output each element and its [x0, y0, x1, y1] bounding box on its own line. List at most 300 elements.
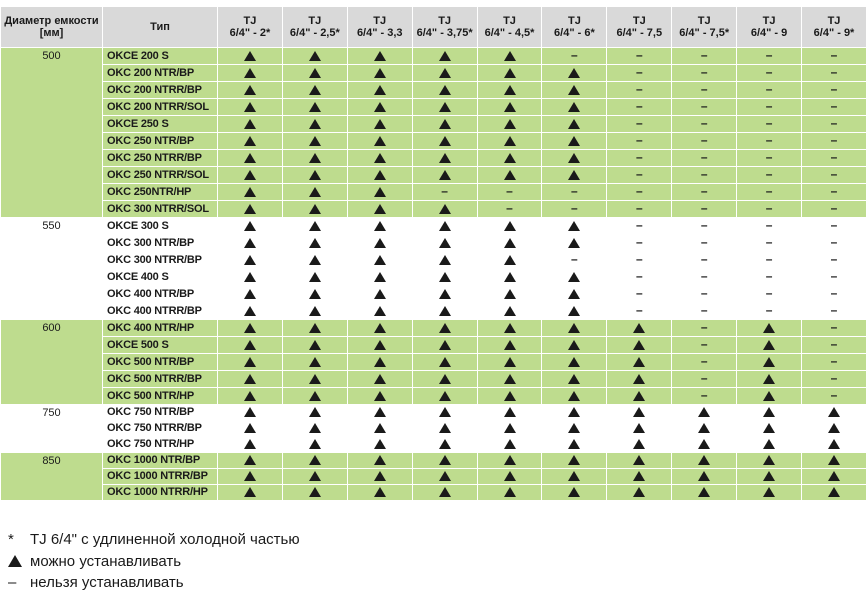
compat-cell — [218, 184, 283, 201]
type-cell: OKC 300 NTRR/SOL — [103, 201, 218, 218]
compat-cell — [737, 286, 802, 303]
triangle-icon — [374, 170, 386, 180]
triangle-icon — [763, 323, 775, 333]
compat-cell — [347, 469, 412, 485]
compat-cell — [347, 116, 412, 133]
dash-icon: – — [765, 82, 773, 96]
dash-icon: – — [571, 48, 578, 62]
compat-cell — [802, 48, 867, 65]
compat-cell — [737, 116, 802, 133]
compat-cell — [607, 218, 672, 235]
diameter-cell: 500 — [1, 48, 103, 218]
compat-cell — [802, 252, 867, 269]
triangle-icon — [633, 374, 645, 384]
compat-cell — [542, 286, 607, 303]
compat-cell — [802, 320, 867, 337]
compat-cell — [218, 405, 283, 421]
dash-icon: – — [635, 269, 643, 283]
triangle-icon — [504, 391, 516, 401]
dash-icon: – — [830, 303, 838, 317]
compat-cell — [282, 218, 347, 235]
triangle-icon — [374, 439, 386, 449]
triangle-icon — [828, 455, 840, 465]
compat-cell — [477, 65, 542, 82]
compat-cell — [802, 269, 867, 286]
compat-cell — [282, 437, 347, 453]
compat-cell — [737, 320, 802, 337]
compat-cell — [672, 218, 737, 235]
dash-icon: – — [700, 184, 708, 198]
triangle-icon — [439, 289, 451, 299]
legend-item-allowed — [8, 552, 181, 572]
triangle-icon — [439, 487, 451, 497]
table-row — [1, 218, 867, 235]
compat-cell — [347, 252, 412, 269]
type-cell: OKCE 200 S — [103, 48, 218, 65]
triangle-icon — [374, 323, 386, 333]
type-cell: OKC 200 NTR/BP — [103, 65, 218, 82]
dash-icon: – — [765, 286, 773, 300]
compat-cell — [607, 469, 672, 485]
dash-icon: – — [700, 82, 708, 96]
triangle-icon — [504, 439, 516, 449]
compat-cell — [607, 286, 672, 303]
triangle-icon — [439, 439, 451, 449]
header-col-label-line1: TJ — [503, 15, 516, 27]
header-col-label-line1: TJ — [438, 15, 452, 27]
dash-icon: – — [765, 150, 773, 164]
dash-icon: – — [765, 303, 773, 317]
header-col-label-line2: 6/4" - 4,5* — [484, 27, 535, 39]
compat-cell — [542, 469, 607, 485]
triangle-icon — [309, 238, 321, 248]
compat-cell — [542, 167, 607, 184]
compat-cell — [607, 303, 672, 320]
header-col-label-line1: TJ — [827, 15, 841, 27]
compat-cell — [607, 184, 672, 201]
triangle-icon — [309, 272, 321, 282]
compat-cell — [607, 252, 672, 269]
compat-cell — [282, 48, 347, 65]
compat-cell — [412, 235, 477, 252]
dash-icon: – — [700, 354, 708, 368]
compat-cell — [412, 116, 477, 133]
triangle-icon — [633, 407, 645, 417]
table-row — [1, 303, 867, 320]
triangle-icon — [763, 357, 775, 367]
compat-cell — [347, 453, 412, 469]
compat-cell — [607, 167, 672, 184]
compat-cell — [737, 388, 802, 405]
compat-cell — [347, 337, 412, 354]
compat-cell — [218, 485, 283, 501]
triangle-icon — [568, 439, 580, 449]
triangle-icon — [763, 439, 775, 449]
table-row — [1, 437, 867, 453]
dash-icon: – — [635, 252, 643, 266]
header-type: Тип — [103, 7, 218, 48]
dash-icon: – — [765, 201, 773, 215]
triangle-icon — [374, 357, 386, 367]
compat-cell — [737, 133, 802, 150]
compatibility-table — [0, 6, 867, 501]
table-row — [1, 48, 867, 65]
dash-icon: – — [830, 116, 838, 130]
dash-icon: – — [765, 218, 773, 232]
table-row — [1, 453, 867, 469]
dash-icon: – — [830, 201, 838, 215]
compat-cell — [477, 82, 542, 99]
compat-cell — [347, 218, 412, 235]
dash-icon: – — [830, 286, 838, 300]
type-cell: OKC 1000 NTRR/HP — [103, 485, 218, 501]
compat-cell — [218, 65, 283, 82]
compat-cell — [282, 354, 347, 371]
triangle-icon — [309, 85, 321, 95]
triangle-icon — [698, 455, 710, 465]
triangle-icon — [309, 289, 321, 299]
type-cell: OKC 400 NTRR/BP — [103, 303, 218, 320]
triangle-icon — [504, 323, 516, 333]
header-col-label-line2: 6/4" - 3,75* — [416, 27, 473, 39]
dash-icon: – — [830, 269, 838, 283]
compat-cell — [737, 337, 802, 354]
type-cell: OKC 500 NTR/HP — [103, 388, 218, 405]
compat-cell — [672, 303, 737, 320]
compat-cell — [347, 286, 412, 303]
compat-cell — [282, 269, 347, 286]
compat-cell — [347, 354, 412, 371]
compat-cell — [672, 48, 737, 65]
compat-cell — [542, 235, 607, 252]
compat-cell — [542, 150, 607, 167]
header-col-5 — [477, 7, 542, 48]
compat-cell — [607, 133, 672, 150]
triangle-icon — [504, 357, 516, 367]
compat-cell — [802, 337, 867, 354]
triangle-icon — [568, 170, 580, 180]
type-cell: OKCE 500 S — [103, 337, 218, 354]
dash-icon: – — [571, 252, 578, 266]
compat-cell — [737, 235, 802, 252]
dash-icon: – — [700, 371, 708, 385]
compat-cell — [542, 82, 607, 99]
table-row — [1, 469, 867, 485]
dash-icon: – — [830, 167, 838, 181]
compat-cell — [607, 320, 672, 337]
compat-cell — [412, 269, 477, 286]
triangle-icon — [244, 153, 256, 163]
triangle-icon — [828, 423, 840, 433]
table-row — [1, 201, 867, 218]
compat-cell — [282, 453, 347, 469]
compat-cell — [542, 218, 607, 235]
compat-cell — [672, 99, 737, 116]
triangle-icon — [633, 391, 645, 401]
dash-icon: – — [765, 252, 773, 266]
type-cell: OKC 750 NTR/HP — [103, 437, 218, 453]
legend-text-allowed: можно устанавливать — [30, 553, 182, 570]
header-row — [1, 7, 867, 48]
compat-cell — [802, 116, 867, 133]
triangle-icon — [504, 374, 516, 384]
compat-cell — [477, 99, 542, 116]
type-cell: OKC 250 NTRR/BP — [103, 150, 218, 167]
triangle-icon — [439, 170, 451, 180]
triangle-icon — [309, 221, 321, 231]
table-row — [1, 184, 867, 201]
compat-cell — [347, 303, 412, 320]
triangle-icon — [568, 119, 580, 129]
triangle-icon — [568, 102, 580, 112]
compat-cell — [607, 235, 672, 252]
compat-cell — [282, 320, 347, 337]
dash-icon: – — [635, 116, 643, 130]
compat-cell — [282, 65, 347, 82]
compat-cell — [218, 437, 283, 453]
compat-cell — [672, 252, 737, 269]
header-col-label-line1: TJ — [308, 15, 322, 27]
compat-cell — [347, 269, 412, 286]
compat-cell — [412, 320, 477, 337]
type-cell: OKCE 300 S — [103, 218, 218, 235]
triangle-icon — [698, 439, 710, 449]
triangle-icon — [568, 289, 580, 299]
compat-cell — [607, 48, 672, 65]
table-row — [1, 65, 867, 82]
dash-icon: – — [830, 218, 838, 232]
triangle-icon — [244, 306, 256, 316]
compat-cell — [607, 388, 672, 405]
triangle-icon — [439, 357, 451, 367]
compat-cell — [477, 388, 542, 405]
compat-cell — [282, 184, 347, 201]
compat-cell — [672, 167, 737, 184]
header-col-label-line2: 6/4" - 9 — [750, 27, 788, 39]
triangle-icon — [374, 272, 386, 282]
triangle-icon — [568, 423, 580, 433]
triangle-icon — [568, 136, 580, 146]
dash-icon: – — [635, 303, 643, 317]
triangle-icon — [568, 455, 580, 465]
compat-cell — [347, 150, 412, 167]
dash-icon: – — [700, 252, 708, 266]
triangle-icon — [309, 102, 321, 112]
triangle-icon — [374, 153, 386, 163]
compat-cell — [477, 116, 542, 133]
compat-cell — [218, 320, 283, 337]
compat-cell — [802, 453, 867, 469]
header-col-label-line2: 6/4" - 9* — [813, 27, 855, 39]
triangle-icon — [439, 455, 451, 465]
compat-cell — [672, 286, 737, 303]
header-col-10 — [802, 7, 867, 48]
compat-cell — [282, 201, 347, 218]
compat-cell — [347, 388, 412, 405]
triangle-icon — [309, 374, 321, 384]
triangle-icon — [504, 289, 516, 299]
compat-cell — [607, 99, 672, 116]
triangle-icon — [244, 423, 256, 433]
dash-icon: – — [830, 354, 838, 368]
compat-cell — [672, 133, 737, 150]
dash-icon: – — [830, 252, 838, 266]
dash-icon: – — [830, 235, 838, 249]
compat-cell — [542, 388, 607, 405]
compat-cell — [412, 303, 477, 320]
compat-cell — [412, 388, 477, 405]
type-cell: OKC 1000 NTRR/BP — [103, 469, 218, 485]
dash-icon: – — [700, 99, 708, 113]
compat-cell — [672, 82, 737, 99]
compat-cell — [607, 269, 672, 286]
compat-cell — [477, 303, 542, 320]
header-col-label-line2: 6/4" - 6* — [554, 27, 595, 39]
compat-cell — [542, 337, 607, 354]
compat-cell — [737, 354, 802, 371]
triangle-icon — [504, 423, 516, 433]
compat-cell — [802, 99, 867, 116]
header-col-label-line1: TJ — [567, 15, 581, 27]
compat-cell — [672, 201, 737, 218]
triangle-icon — [439, 51, 451, 61]
dash-icon: – — [635, 218, 643, 232]
triangle-icon — [568, 471, 580, 481]
compat-cell — [477, 184, 542, 201]
compat-cell — [412, 82, 477, 99]
compat-cell — [412, 286, 477, 303]
compat-cell — [802, 286, 867, 303]
compat-cell — [672, 354, 737, 371]
compat-cell — [218, 371, 283, 388]
compat-cell — [282, 303, 347, 320]
compat-cell — [477, 485, 542, 501]
type-cell: OKC 250 NTR/BP — [103, 133, 218, 150]
triangle-icon — [568, 357, 580, 367]
triangle-icon — [698, 487, 710, 497]
compat-cell — [737, 252, 802, 269]
compat-cell — [282, 485, 347, 501]
triangle-icon — [244, 407, 256, 417]
triangle-icon — [374, 306, 386, 316]
dash-icon: – — [700, 167, 708, 181]
compat-cell — [218, 388, 283, 405]
compat-cell — [477, 286, 542, 303]
triangle-icon — [568, 340, 580, 350]
compat-cell — [607, 65, 672, 82]
compat-cell — [672, 184, 737, 201]
compat-cell — [737, 218, 802, 235]
triangle-icon — [309, 323, 321, 333]
header-col-label-line2: 6/4" - 2* — [229, 27, 271, 39]
dash-icon: – — [830, 133, 838, 147]
compat-cell — [802, 65, 867, 82]
triangle-icon — [698, 407, 710, 417]
dash-icon: – — [635, 201, 643, 215]
compat-cell — [542, 354, 607, 371]
compat-cell — [218, 354, 283, 371]
triangle-icon — [568, 153, 580, 163]
triangle-icon — [633, 487, 645, 497]
compat-cell — [737, 405, 802, 421]
compat-cell — [672, 337, 737, 354]
compat-cell — [282, 337, 347, 354]
triangle-icon — [374, 187, 386, 197]
triangle-icon — [568, 85, 580, 95]
type-cell: OKC 750 NTRR/BP — [103, 421, 218, 437]
dash-icon: – — [700, 116, 708, 130]
compat-cell — [607, 337, 672, 354]
triangle-icon — [374, 289, 386, 299]
triangle-icon — [568, 221, 580, 231]
triangle-icon — [439, 136, 451, 146]
compat-cell — [218, 269, 283, 286]
compat-cell — [282, 150, 347, 167]
compat-cell — [412, 485, 477, 501]
dash-icon: – — [635, 235, 643, 249]
triangle-icon — [633, 423, 645, 433]
triangle-icon — [504, 407, 516, 417]
dash-icon: – — [765, 235, 773, 249]
compat-cell — [672, 437, 737, 453]
compat-cell — [218, 167, 283, 184]
compat-cell — [218, 421, 283, 437]
triangle-icon — [828, 407, 840, 417]
triangle-icon — [439, 323, 451, 333]
compat-cell — [737, 201, 802, 218]
table-row — [1, 82, 867, 99]
dash-icon: – — [830, 65, 838, 79]
dash-icon: – — [830, 371, 838, 385]
header-col-label-line2: 6/4" - 2,5* — [289, 27, 340, 39]
triangle-icon — [8, 555, 22, 567]
header-col-6 — [542, 7, 607, 48]
triangle-icon — [763, 407, 775, 417]
triangle-icon — [244, 136, 256, 146]
compat-cell — [477, 354, 542, 371]
triangle-icon — [439, 391, 451, 401]
triangle-icon — [504, 68, 516, 78]
compat-cell — [347, 405, 412, 421]
dash-icon: – — [700, 218, 708, 232]
triangle-icon — [309, 455, 321, 465]
triangle-icon — [309, 136, 321, 146]
compat-cell — [477, 469, 542, 485]
compat-cell — [672, 371, 737, 388]
compat-cell — [477, 201, 542, 218]
compat-cell — [218, 201, 283, 218]
legend-text-asterisk: TJ 6/4" с удлиненной холодной частью — [30, 531, 300, 548]
triangle-icon — [439, 102, 451, 112]
triangle-icon — [633, 439, 645, 449]
compat-cell — [672, 320, 737, 337]
triangle-icon — [763, 391, 775, 401]
triangle-icon — [309, 68, 321, 78]
compat-cell — [672, 65, 737, 82]
header-col-4 — [412, 7, 477, 48]
compat-cell — [412, 150, 477, 167]
compat-cell — [542, 421, 607, 437]
compat-cell — [282, 99, 347, 116]
compat-cell — [672, 150, 737, 167]
triangle-icon — [763, 471, 775, 481]
dash-icon: – — [700, 337, 708, 351]
triangle-icon — [439, 204, 451, 214]
compat-cell — [477, 437, 542, 453]
compat-cell — [737, 421, 802, 437]
compat-cell — [412, 354, 477, 371]
compat-cell — [737, 150, 802, 167]
